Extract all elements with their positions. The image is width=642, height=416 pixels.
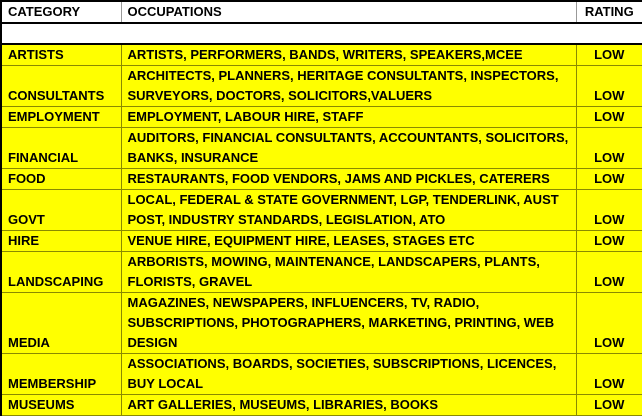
occupations-cell: RESTAURANTS, FOOD VENDORS, JAMS AND PICKLES, CATERERS xyxy=(121,169,576,190)
category-cell: ARTISTS xyxy=(1,44,121,66)
table-row xyxy=(1,66,642,107)
table-row xyxy=(1,128,642,169)
occupations-cell: ASSOCIATIONS, BOARDS, SOCIETIES, SUBSCRIPTIONS, LICENCES, BUY LOCAL xyxy=(121,354,576,395)
rating-cell: LOW xyxy=(576,293,642,354)
rating-cell: LOW xyxy=(576,354,642,395)
table-row xyxy=(1,354,642,395)
occupations-cell: LOCAL, FEDERAL & STATE GOVERNMENT, LGP, TENDERLINK, AUST POST, INDUSTRY STANDARDS, LEGISLATION, ATO xyxy=(121,190,576,231)
category-cell: LANDSCAPING xyxy=(1,252,121,293)
table-row xyxy=(1,252,642,293)
occupations-cell: ARCHITECTS, PLANNERS, HERITAGE CONSULTANTS, INSPECTORS, SURVEYORS, DOCTORS, SOLICITORS,VALUERS xyxy=(121,66,576,107)
category-cell: HIRE xyxy=(1,231,121,252)
header-occupations: OCCUPATIONS xyxy=(121,1,576,23)
category-cell: CONSULTANTS xyxy=(1,66,121,107)
occupations-cell: ARTISTS, PERFORMERS, BANDS, WRITERS, SPEAKERS,MCEE xyxy=(121,44,576,66)
rating-cell: LOW xyxy=(576,252,642,293)
occupations-cell: EMPLOYMENT, LABOUR HIRE, STAFF xyxy=(121,107,576,128)
header-row xyxy=(1,1,642,23)
category-cell: FINANCIAL xyxy=(1,128,121,169)
occupations-cell: ART GALLERIES, MUSEUMS, LIBRARIES, BOOKS xyxy=(121,395,576,416)
table-row xyxy=(1,107,642,128)
occupations-cell: ARBORISTS, MOWING, MAINTENANCE, LANDSCAPERS, PLANTS, FLORISTS, GRAVEL xyxy=(121,252,576,293)
category-cell: MEMBERSHIP xyxy=(1,354,121,395)
rating-cell: LOW xyxy=(576,44,642,66)
rating-cell: LOW xyxy=(576,128,642,169)
table-row xyxy=(1,169,642,190)
rating-cell: LOW xyxy=(576,231,642,252)
occupations-cell: AUDITORS, FINANCIAL CONSULTANTS, ACCOUNTANTS, SOLICITORS, BANKS, INSURANCE xyxy=(121,128,576,169)
occupations-cell: VENUE HIRE, EQUIPMENT HIRE, LEASES, STAGES ETC xyxy=(121,231,576,252)
category-cell: GOVT xyxy=(1,190,121,231)
rating-cell: LOW xyxy=(576,395,642,416)
blank-cell xyxy=(1,23,642,44)
table-row xyxy=(1,44,642,66)
category-cell: EMPLOYMENT xyxy=(1,107,121,128)
table-row xyxy=(1,190,642,231)
occupations-cell: MAGAZINES, NEWSPAPERS, INFLUENCERS, TV, RADIO, SUBSCRIPTIONS, PHOTOGRAPHERS, MARKETING, PRINTING, WEB DESIGN xyxy=(121,293,576,354)
category-cell: MEDIA xyxy=(1,293,121,354)
rating-cell: LOW xyxy=(576,107,642,128)
header-category: CATEGORY xyxy=(1,1,121,23)
table-row xyxy=(1,395,642,416)
rating-cell: LOW xyxy=(576,169,642,190)
rating-cell: LOW xyxy=(576,190,642,231)
table-row xyxy=(1,231,642,252)
category-cell: FOOD xyxy=(1,169,121,190)
table-row xyxy=(1,293,642,354)
blank-row xyxy=(1,23,642,44)
rating-cell: LOW xyxy=(576,66,642,107)
category-cell: MUSEUMS xyxy=(1,395,121,416)
header-rating: RATING xyxy=(576,1,642,23)
